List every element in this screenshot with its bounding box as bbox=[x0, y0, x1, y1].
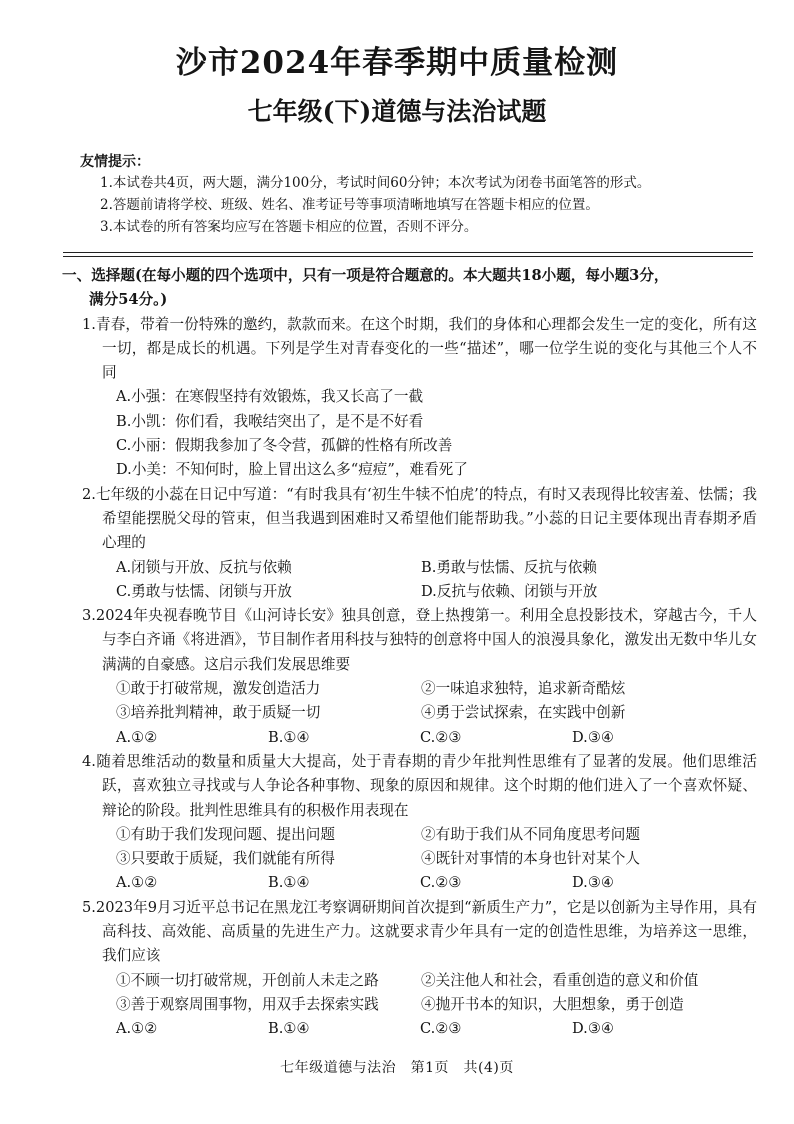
question-4-statement-2: ②有助于我们从不同角度思考问题 bbox=[421, 825, 640, 843]
question-4-stem: 4.随着思维活动的数量和质量大大提高，处于青春期的青少年批判性思维有了显著的发展。他们思维活跃，喜欢独立寻找或与人争论各种事物、现象的原因和规律。这个时期的他们进入了一个喜欢怀疑、辩论的阶段。批判性思维具有的积极作用表现在 bbox=[82, 752, 757, 819]
question-5-option-d: D.③④ bbox=[572, 1020, 614, 1038]
question-3-statements-row bbox=[62, 701, 757, 725]
question-2-option-c: C.勇敢与怯懦、闭锁与开放 bbox=[116, 582, 292, 600]
question-4-option-b: B.①④ bbox=[268, 874, 310, 892]
question-1-option-c: C.小丽：假期我参加了冬令营，孤僻的性格有所改善 bbox=[116, 437, 453, 455]
exam-subtitle: 七年级(下)道德与法治试题 bbox=[247, 97, 547, 126]
question-2-option-a: A.闭锁与开放、反抗与依赖 bbox=[116, 558, 292, 576]
question-5-statement-1: ①不顾一切打破常规，开创前人未走之路 bbox=[116, 971, 379, 989]
page-footer: 七年级道德与法治 第1页 共(4)页 bbox=[280, 1060, 514, 1076]
question-4-statement-4: ④既针对事情的本身也针对某个人 bbox=[421, 850, 640, 868]
question-4-option-c: C.②③ bbox=[420, 874, 462, 892]
question-4-statement-3: ③只要敢于质疑，我们就能有所得 bbox=[116, 850, 335, 868]
question-5-statement-4: ④抛开书本的知识，大胆想象，勇于创造 bbox=[421, 995, 684, 1013]
question-5-option-a: A.①② bbox=[116, 1020, 158, 1038]
question-3-statement-4: ④勇于尝试探索，在实践中创新 bbox=[421, 704, 626, 722]
tips-item: 3.本试卷的所有答案均应写在答题卡相应的位置，否则不评分。 bbox=[100, 219, 478, 235]
question-5-statement-2: ②关注他人和社会，看重创造的意义和价值 bbox=[421, 971, 699, 989]
tips-block bbox=[80, 152, 760, 238]
question-2-option-d: D.反抗与依赖、闭锁与开放 bbox=[421, 582, 598, 600]
exam-title: 沙市2024年春季期中质量检测 bbox=[175, 45, 619, 81]
section-heading: 一、选择题(在每小题的四个选项中，只有一项是符合题意的。本大题共18小题，每小题3分， bbox=[62, 267, 669, 284]
question-section bbox=[62, 264, 757, 1042]
question-5-stem: 5.2023年9月习近平总书记在黑龙江考察调研期间首次提到“新质生产力”，它是以创新为主导作用，具有高科技、高效能、高质量的先进生产力。这就要求青少年具有一定的创造性思维，为培养这一思维，我们应该 bbox=[82, 898, 757, 965]
question-3-statements-row bbox=[62, 677, 757, 701]
question-3-stem: 3.2024年央视春晚节目《山河诗长安》独具创意，登上热搜第一。利用全息投影技术，穿越古今，千人与李白齐诵《将进酒》，节目制作者用科技与独特的创意将中国人的浪漫具象化，激发出无数中华儿女满满的自豪感。这启示我们发展思维要 bbox=[82, 607, 757, 673]
question-1-option-d: D.小美：不知何时，脸上冒出这么多“痘痘”，难看死了 bbox=[116, 461, 468, 479]
section-heading-cont: 满分54分。) bbox=[89, 291, 168, 309]
question-3-statement-3: ③培养批判精神，敢于质疑一切 bbox=[116, 704, 321, 722]
question-4-statement-1: ①有助于我们发现问题、提出问题 bbox=[116, 825, 335, 843]
question-2-option-b: B.勇敢与怯懦、反抗与依赖 bbox=[421, 558, 597, 576]
question-2-options-row bbox=[62, 580, 757, 604]
question-3-option-a: A.①② bbox=[116, 728, 158, 746]
question-5-option-b: B.①④ bbox=[268, 1020, 310, 1038]
question-5-option-c: C.②③ bbox=[420, 1020, 462, 1038]
question-1-stem: 1.青春，带着一份特殊的邀约，款款而来。在这个时期，我们的身体和心理都会发生一定的变化，所有这一切，都是成长的机遇。下列是学生对青春变化的一些“描述”，哪一位学生说的变化与其他三个人不同 bbox=[82, 315, 757, 382]
question-4-option-d: D.③④ bbox=[572, 874, 614, 892]
tips-heading: 友情提示： bbox=[80, 154, 150, 170]
question-3-option-d: D.③④ bbox=[572, 728, 614, 746]
tips-item: 1.本试卷共4页，两大题，满分100分，考试时间60分钟；本次考试为闭卷书面笔答的形式。 bbox=[100, 175, 651, 191]
divider-line bbox=[63, 252, 753, 253]
question-3-option-c: C.②③ bbox=[420, 728, 462, 746]
question-5-statement-3: ③善于观察周围事物，用双手去探索实践 bbox=[116, 995, 379, 1013]
divider-line bbox=[63, 256, 753, 257]
question-1-option-b: B.小凯：你们看，我喉结突出了，是不是不好看 bbox=[116, 412, 424, 430]
question-4-statements-row bbox=[62, 823, 757, 847]
question-2-options-row bbox=[62, 556, 757, 580]
question-4-option-a: A.①② bbox=[116, 874, 158, 892]
question-3-option-b: B.①④ bbox=[268, 728, 310, 746]
tips-item: 2.答题前请将学校、班级、姓名、准考证号等事项清晰地填写在答题卡相应的位置。 bbox=[100, 197, 599, 213]
question-4-options-row bbox=[62, 871, 757, 895]
question-3-statement-2: ②一味追求独特，追求新奇酷炫 bbox=[421, 680, 626, 698]
question-5-options-row bbox=[62, 1017, 757, 1041]
question-4-statements-row bbox=[62, 847, 757, 871]
question-3-options-row bbox=[62, 726, 757, 750]
question-2-stem: 2.七年级的小蕊在日记中写道：“有时我具有‘初生牛犊不怕虎’的特点，有时又表现得比较害羞、怯懦；我希望能摆脱父母的管束，但当我遇到困难时又希望他们能帮助我。”小蕊的日记主要体现出青春期矛盾心理的 bbox=[82, 485, 757, 552]
question-5-statements-row bbox=[62, 993, 757, 1017]
question-3-statement-1: ①敢于打破常规，激发创造活力 bbox=[116, 680, 321, 698]
question-1-option-a: A.小强：在寒假坚持有效锻炼，我又长高了一截 bbox=[116, 388, 424, 406]
question-5-statements-row bbox=[62, 969, 757, 993]
